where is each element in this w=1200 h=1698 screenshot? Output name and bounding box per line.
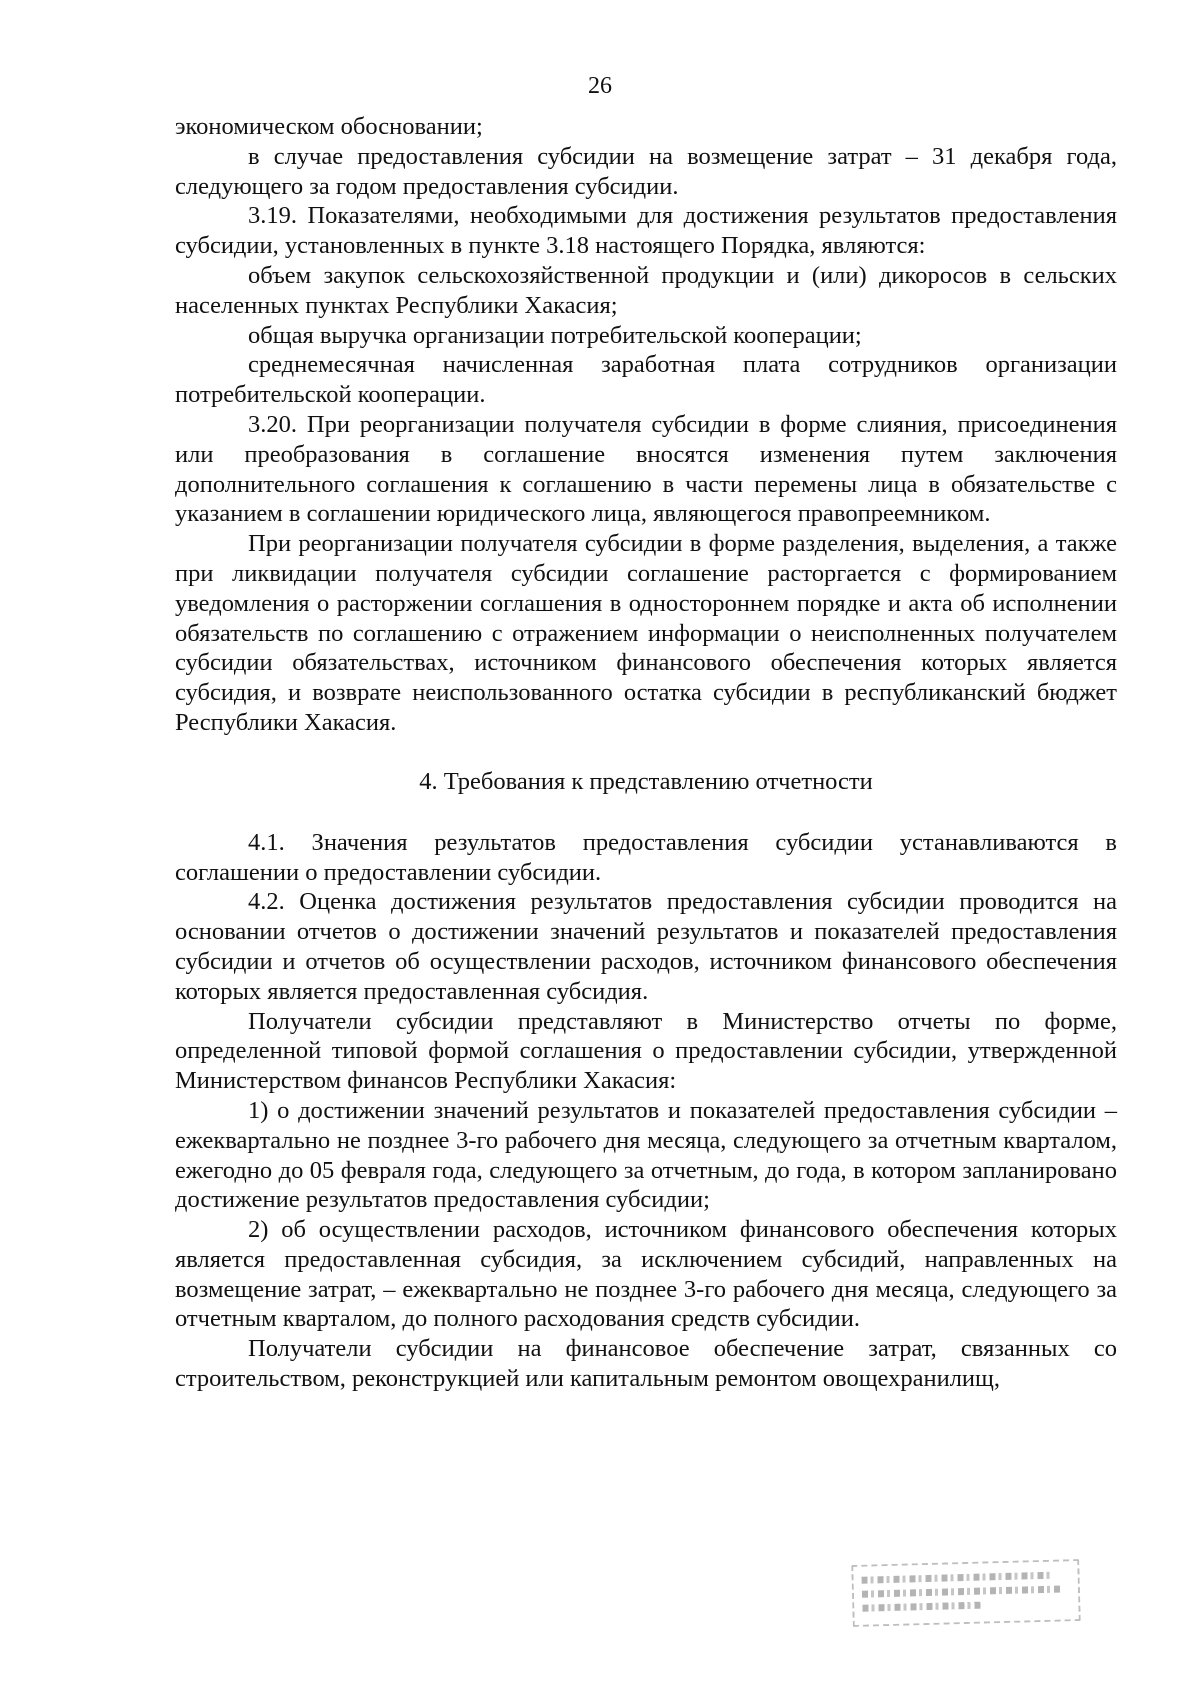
paragraphs-before-heading	[175, 112, 1117, 738]
paragraph: 3.20. При реорганизации получателя субсидии в форме слияния, присоединения или преобразования в соглашение вносятся изменения путем заключения дополнительного соглашения к соглашению в части перемены лица в обязательстве с указанием в соглашении юридического лица, являющегося правопреемником.	[175, 410, 1117, 528]
paragraph: экономическом обосновании;	[175, 113, 483, 140]
paragraph: объем закупок сельскохозяйственной продукции и (или) дикоросов в сельских населенных пунктах Республики Хакасия;	[175, 261, 1117, 319]
paragraph: в случае предоставления субсидии на возмещение затрат – 31 декабря года, следующего за годом предоставления субсидии.	[175, 142, 1117, 200]
paragraph: Получатели субсидии на финансовое обеспечение затрат, связанных со строительством, реконструкцией или капитальным ремонтом овощехранилищ,	[175, 1335, 1117, 1393]
paragraph: 3.19. Показателями, необходимыми для достижения результатов предоставления субсидии, установленных в пункте 3.18 настоящего Порядка, являются:	[175, 202, 1117, 260]
page-number: 26	[588, 73, 612, 99]
paragraph: общая выручка организации потребительской кооперации;	[248, 321, 862, 349]
paragraph: 4.1. Значения результатов предоставления субсидии устанавливаются в соглашении о предоставлении субсидии.	[175, 828, 1117, 886]
stamp-mark	[851, 1559, 1081, 1627]
section-heading: 4. Требования к представлению отчетности	[419, 767, 873, 795]
paragraph: 1) о достижении значений результатов и показателей предоставления субсидии – ежеквартально не позднее 3-го рабочего дня месяца, следующего за отчетным кварталом, ежегодно до 05 февраля года, следующего за отчетным, до года, в котором запланировано достижение результатов предоставления субсидии;	[175, 1096, 1117, 1214]
paragraph: 4.2. Оценка достижения результатов предоставления субсидии проводится на основании отчетов о достижении значений результатов и показателей предоставления субсидии и отчетов об осуществлении расходов, источником финансового обеспечения которых является предоставленная субсидия.	[175, 888, 1117, 1005]
paragraph: При реорганизации получателя субсидии в форме разделения, выделения, а также при ликвидации получателя субсидии соглашение расторгается с формированием уведомления о расторжении соглашения в одностороннем порядке и акта об исполнении обязательств по соглашению с отражением информации о неисполненных получателем субсидии обязательствах, источником финансового обеспечения которых является субсидия, и возврате неиспользованного остатка субсидии в республиканский бюджет Республики Хакасия.	[175, 530, 1117, 736]
paragraphs-after-heading	[175, 828, 1117, 1394]
paragraph: Получатели субсидии представляют в Министерство отчеты по форме, определенной типовой формой соглашения о предоставлении субсидии, утвержденной Министерством финансов Республики Хакасия:	[175, 1007, 1117, 1095]
paragraph: среднемесячная начисленная заработная плата сотрудников организации потребительской кооперации.	[175, 351, 1117, 409]
document-body	[175, 112, 1117, 1394]
paragraph: 2) об осуществлении расходов, источником финансового обеспечения которых является предоставленная субсидия, за исключением субсидий, направленных на возмещение затрат, – ежеквартально не позднее 3-го рабочего дня месяца, следующего за отчетным кварталом, до полного расходования средств субсидии.	[175, 1216, 1117, 1333]
